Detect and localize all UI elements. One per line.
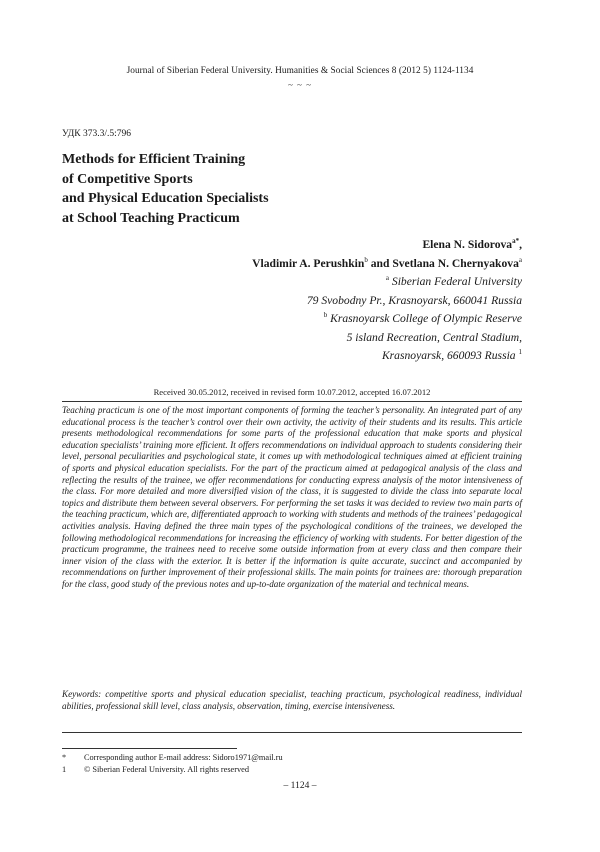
author-affil-mark: b xyxy=(364,255,368,264)
article-title xyxy=(62,150,482,228)
footnote-mark: * xyxy=(62,753,67,762)
affil-name: Krasnoyarsk College of Olympic Reserve xyxy=(327,312,522,325)
author-name: Elena N. Sidorova xyxy=(422,238,513,251)
footnotes xyxy=(62,752,522,776)
author-separator: , xyxy=(519,238,522,251)
footnote-text: Corresponding author E-mail address: Sidoro1971@mail.ru xyxy=(84,753,283,762)
affil-name: Siberian Federal University xyxy=(389,275,522,288)
footnote-mark: 1 xyxy=(62,765,67,774)
author-line-2 xyxy=(62,255,522,274)
affil-address: Krasnoyarsk, 660093 Russia xyxy=(381,349,519,362)
affiliation-b-address-2 xyxy=(62,347,522,366)
title-line: at School Teaching Practicum xyxy=(62,210,240,226)
author-name: Svetlana N. Chernyakova xyxy=(392,256,519,270)
affiliation-b-address-1: 5 island Recreation, Central Stadium, xyxy=(346,330,522,344)
affiliation-b xyxy=(62,310,522,329)
affil-mark: a xyxy=(385,274,390,283)
footnote xyxy=(62,752,522,764)
author-affil-mark: a* xyxy=(512,237,520,246)
author-name: Vladimir A. Perushkin xyxy=(252,256,365,270)
title-line: and Physical Education Specialists xyxy=(62,191,269,206)
abstract-bottom-rule xyxy=(62,732,522,733)
udk-code: УДК 373.3/.5:796 xyxy=(62,129,131,139)
author-affil-mark: a xyxy=(518,255,522,264)
title-line: of Competitive Sports xyxy=(62,171,193,187)
title-line: Methods for Efficient Training xyxy=(62,152,246,167)
footnote-mark: 1 xyxy=(518,348,522,357)
footnote-rule xyxy=(62,748,237,749)
affiliation-a xyxy=(62,273,522,292)
received-dates: Received 30.05.2012, received in revised form 10.07.2012, accepted 16.07.2012 xyxy=(153,387,431,397)
affiliation-a-address: 79 Svobodny Pr., Krasnoyarsk, 660041 Russia xyxy=(306,293,522,307)
author-line-1 xyxy=(62,236,522,255)
abstract-top-rule xyxy=(62,401,522,402)
authors-block xyxy=(62,236,522,366)
author-conjunction: and xyxy=(367,256,393,270)
footnote-text: © Siberian Federal University. All rights reserved xyxy=(84,765,249,774)
header-ornament: ~ ~ ~ xyxy=(287,80,313,90)
affil-mark: b xyxy=(323,311,328,320)
journal-header: Journal of Siberian Federal University. Humanities & Social Sciences 8 (2012 5) 1124-1134 xyxy=(126,66,474,76)
page-number: – 1124 – xyxy=(283,781,317,791)
keywords-text: Keywords: competitive sports and physical education specialist, teaching practicum, psychological readiness, individual abilities, professional skill level, class analysis, observation, timing, exercise intensiveness. xyxy=(62,689,522,711)
footnote xyxy=(62,764,522,776)
abstract-text: Teaching practicum is one of the most important components of forming the teacher’s personality. An integrated part of any educational process is the teacher’s control over their own activity, the activity of their students and its results. This article presents methodological recommendations for some parts of the professional education that make sports and physical education specialists’ training more efficient. It offers recommendations on individual approach to students considering their level, personal peculiarities and psychological state, it comes up with methodological techniques aimed at efficient training of sports and physical education specialists. For the part of the practicum aimed at pedagogical analysis of the class and reflecting the results of the trainee, we offer recommendations for conducting express analysis of the motor intensiveness of the class. For more detailed and more diversified vision of the class, it is suggested to divide the class into separate local topics and distribute them between several observers. For performing the set tasks it was decided to review two main parts of the teaching practicum, which are, differentiated approach to working with students and methods of the trainees’ pedagogical activities analysis. Having defined the three main types of the psychological conditions of the trainees, we developed the following methodological recommendations for increasing the efficiency of working with students. For better digestion of the practicum programme, the trainees need to receive some outside information from at every class and then compare their inner vision of the class with the exterior. It is better if the information is quite accurate, succinct and accompanied by recommendations on further improvement of their professional skills. The main points for trainees are: thorough preparation for the class, good study of the previous notes and up-to-date organization of the material and technical means. xyxy=(62,405,522,589)
